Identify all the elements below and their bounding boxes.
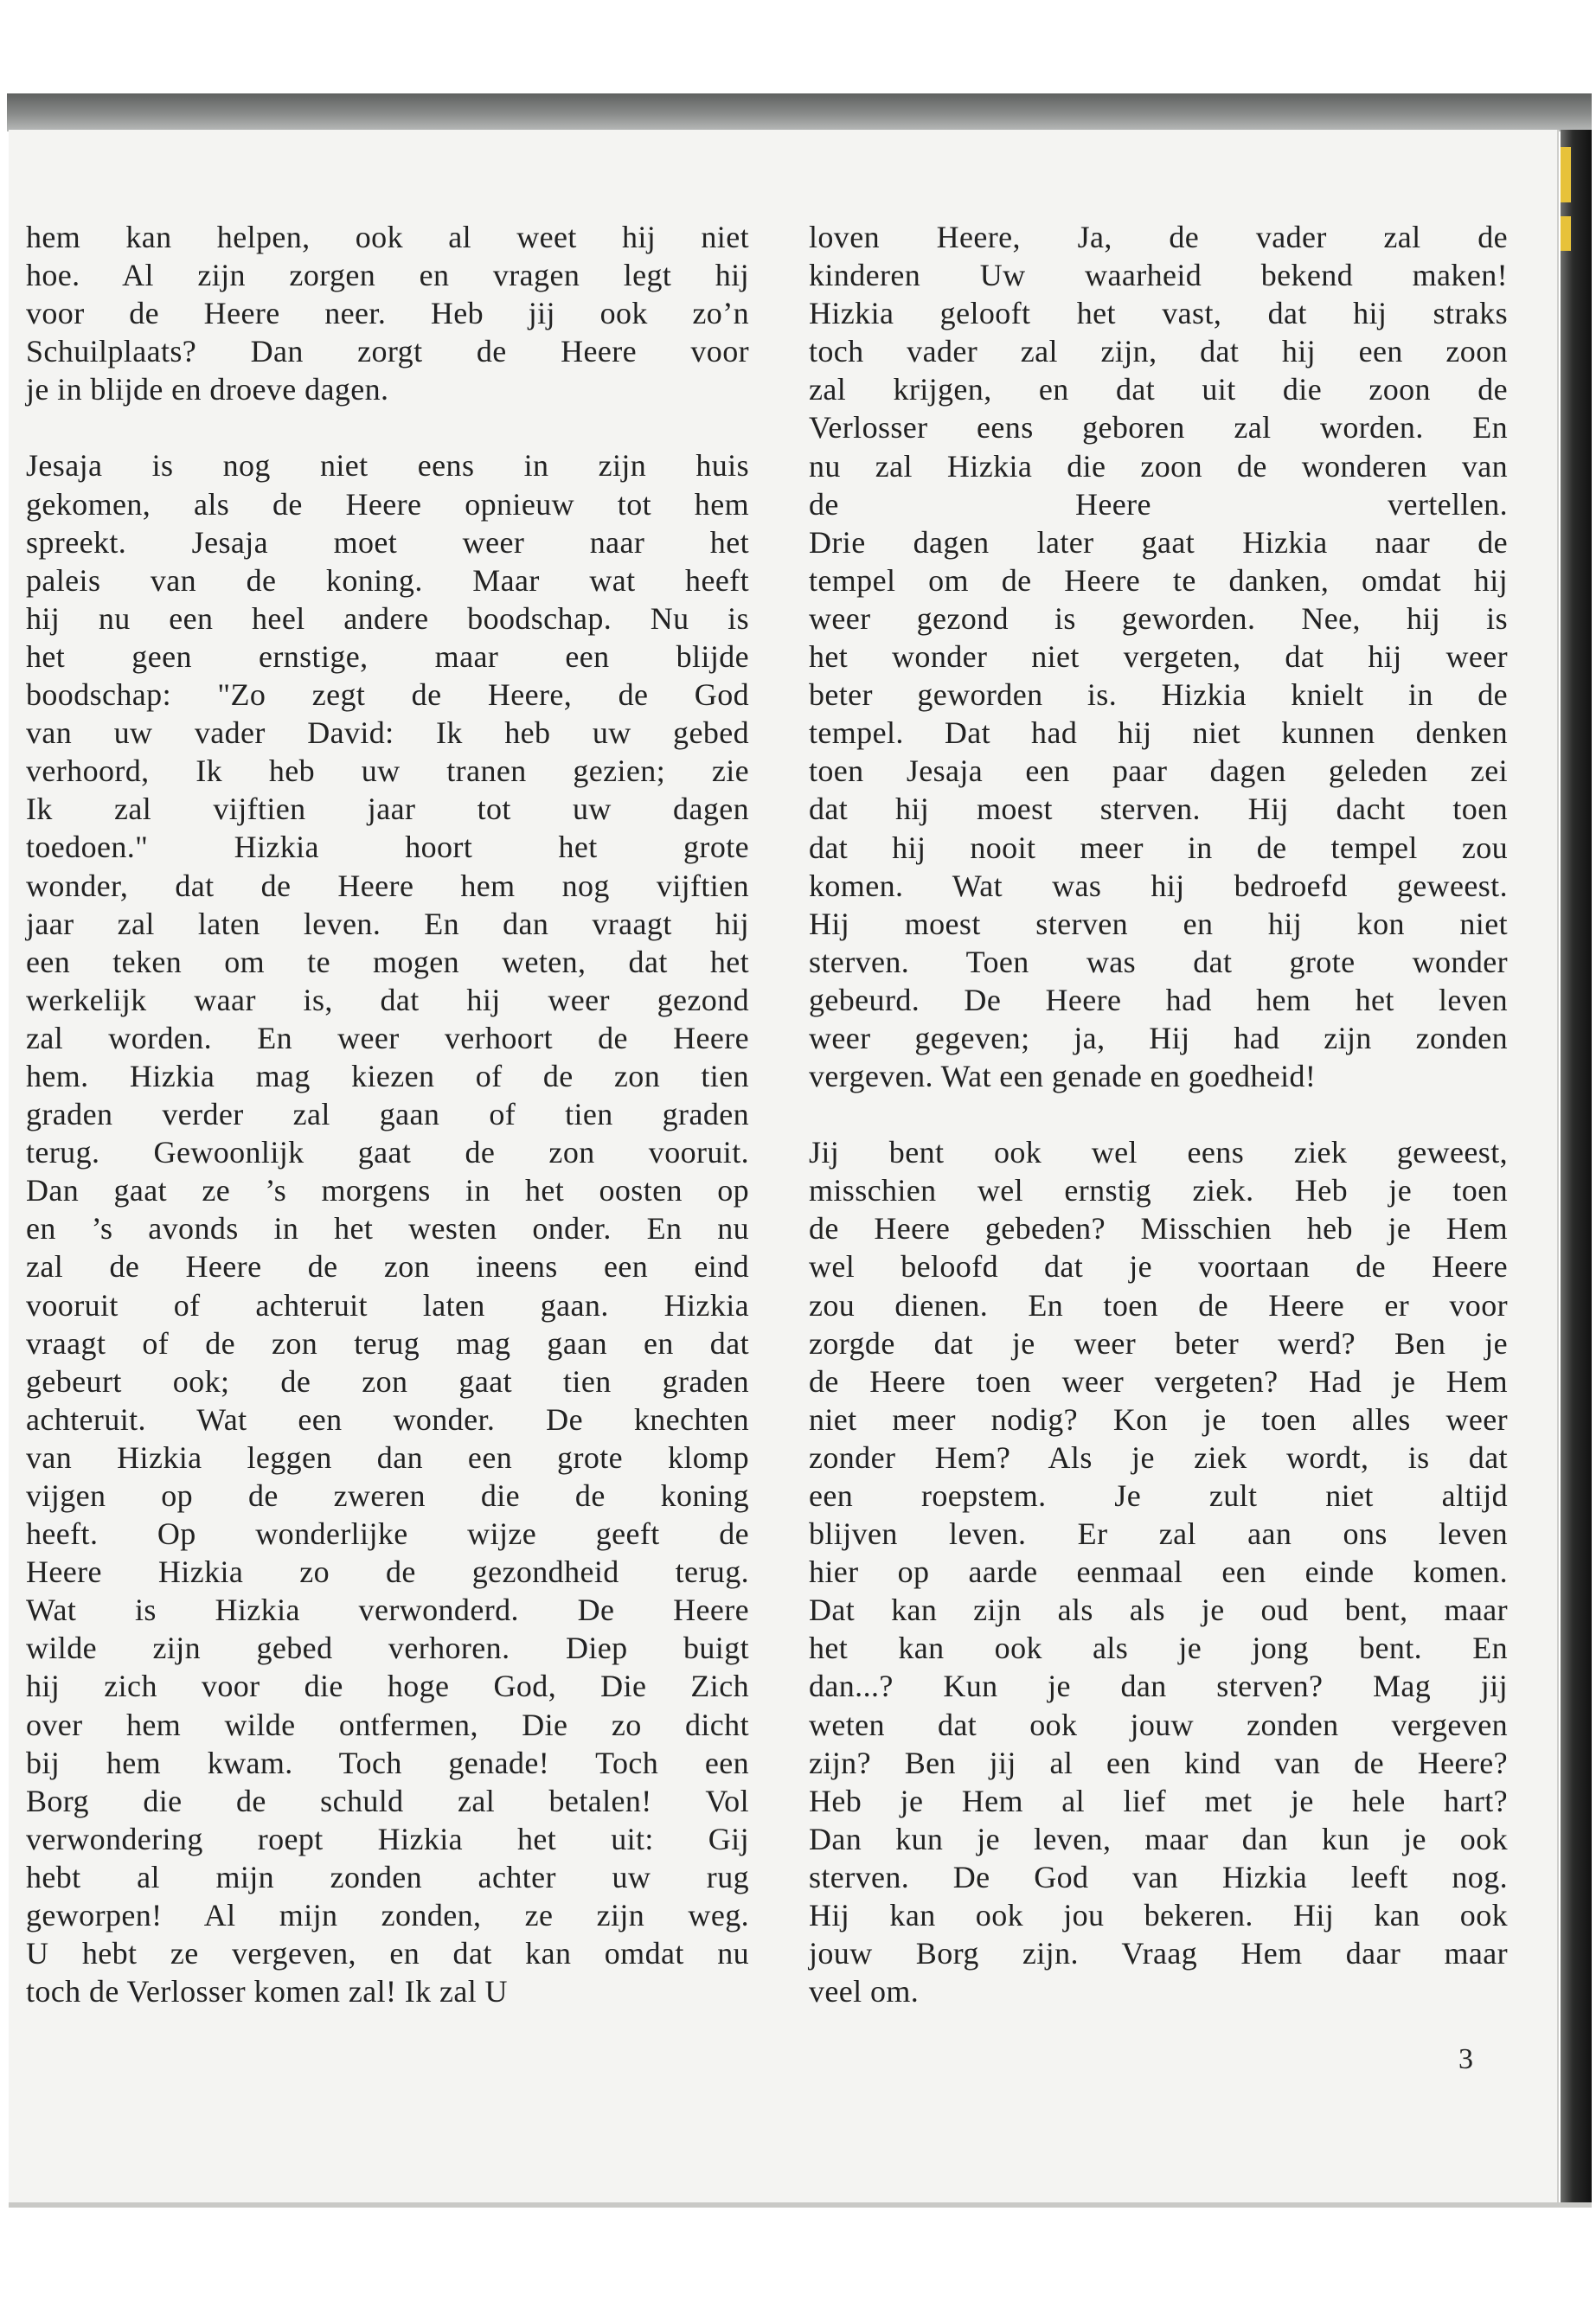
text-line: Wat is Hizkia verwonderd. De Heere xyxy=(26,1593,749,1628)
text-line: zorgde dat je weer beter werd? Ben je xyxy=(809,1325,1508,1361)
text-line: voor de Heere neer. Heb jij ook zo’n xyxy=(26,296,749,331)
text-line: Borg die de schuld zal betalen! Vol xyxy=(26,1783,749,1818)
text-line: toch vader zal zijn, dat hij een zoon xyxy=(809,334,1508,369)
text-line: gebeurt ook; de zon gaat tien graden xyxy=(26,1363,749,1399)
text-line: vraagt of de zon terug mag gaan en dat xyxy=(26,1325,749,1361)
text-line: werkelijk waar is, dat hij weer gezond xyxy=(26,982,749,1017)
text-line: niet meer nodig? Kon je toen alles weer xyxy=(809,1401,1508,1437)
text-line: Hij moest sterven en hij kon niet xyxy=(809,906,1508,941)
text-line: zou dienen. En toen de Heere er voor xyxy=(809,1287,1508,1323)
text-line: Dan kun je leven, maar dan kun je ook xyxy=(809,1821,1508,1856)
text-line: paleis van de koning. Maar wat heeft xyxy=(26,562,749,598)
text-line: vijgen op de zweren die de koning xyxy=(26,1478,749,1513)
text-line: Hij kan ook jou bekeren. Hij kan ook xyxy=(809,1898,1508,1933)
text-line: weten dat ook jouw zonden vergeven xyxy=(809,1707,1508,1742)
scan-bottom-edge xyxy=(9,2202,1592,2208)
text-line: Verlosser eens geboren zal worden. En xyxy=(809,410,1508,445)
text-line: spreekt. Jesaja moet weer naar het xyxy=(26,524,749,560)
text-line: boodschap: "Zo zegt de Heere, de God xyxy=(26,677,749,713)
text-line: Dan gaat ze ’s morgens in het oosten op xyxy=(26,1173,749,1208)
text-line: wel beloofd dat je voortaan de Heere xyxy=(809,1249,1508,1285)
text-line: zonder Hem? Als je ziek wordt, is dat xyxy=(809,1439,1508,1475)
text-line: Heere Hizkia zo de gezondheid terug. xyxy=(26,1554,749,1590)
text-line: blijven leven. Er zal aan ons leven xyxy=(809,1516,1508,1552)
paragraph xyxy=(26,446,749,2010)
paragraph xyxy=(809,218,1508,1095)
text-line: hem. Hizkia mag kiezen of de zon tien xyxy=(26,1058,749,1093)
text-line: weer gegeven; ja, Hij had zijn zonden xyxy=(809,1020,1508,1055)
text-line: kinderen Uw waarheid bekend maken! xyxy=(809,258,1508,293)
text-line: wilde zijn gebed verhoren. Diep buigt xyxy=(26,1631,749,1666)
text-line: de Heere vertellen. xyxy=(809,486,1508,522)
text-line: van uw vader David: Ik heb uw gebed xyxy=(26,715,749,751)
text-line: hoe. Al zijn zorgen en vragen legt hij xyxy=(26,258,749,293)
text-line: gebeurd. De Heere had hem het leven xyxy=(809,982,1508,1017)
text-line: hij zich voor die hoge God, Die Zich xyxy=(26,1669,749,1704)
text-line: achteruit. Wat een wonder. De knechten xyxy=(26,1401,749,1437)
text-line: Heb je Hem al lief met je hele hart? xyxy=(809,1783,1508,1818)
text-line: sterven. Toen was dat grote wonder xyxy=(809,944,1508,979)
text-line: gekomen, als de Heere opnieuw tot hem xyxy=(26,486,749,522)
text-line: loven Heere, Ja, de vader zal de xyxy=(809,220,1508,254)
text-line: weer gezond is geworden. Nee, hij is xyxy=(809,600,1508,636)
text-line: jouw Borg zijn. Vraag Hem daar maar xyxy=(809,1936,1508,1971)
text-line: over hem wilde ontfermen, Die zo dicht xyxy=(26,1707,749,1742)
right-text-column xyxy=(809,218,1508,2010)
text-line: nu zal Hizkia die zoon de wonderen van xyxy=(809,448,1508,484)
text-line: het kan ook als je jong bent. En xyxy=(809,1631,1508,1666)
text-line: veel om. xyxy=(809,1974,920,2009)
text-line: hier op aarde eenmaal een einde komen. xyxy=(809,1554,1508,1590)
text-line: Dat kan zijn als als je oud bent, maar xyxy=(809,1593,1508,1628)
text-line: hem kan helpen, ook al weet hij niet xyxy=(26,220,749,254)
text-line: Jesaja is nog niet eens in zijn huis xyxy=(26,448,749,484)
text-line: jaar zal laten leven. En dan vraagt hij xyxy=(26,906,749,941)
left-text-column xyxy=(26,218,749,2010)
text-line: misschien wel ernstig ziek. Heb je toen xyxy=(809,1173,1508,1208)
text-line: verhoord, Ik heb uw tranen gezien; zie xyxy=(26,753,749,789)
text-line: Schuilplaats? Dan zorgt de Heere voor xyxy=(26,334,749,369)
scan-right-edge xyxy=(1561,130,1592,2202)
text-line: terug. Gewoonlijk gaat de zon vooruit. xyxy=(26,1135,749,1170)
text-line: een teken om te mogen weten, dat het xyxy=(26,944,749,979)
text-line: vooruit of achteruit laten gaan. Hizkia xyxy=(26,1287,749,1323)
text-line: vergeven. Wat een genade en goedheid! xyxy=(809,1059,1317,1094)
text-line: je in blijde en droeve dagen. xyxy=(26,372,389,407)
paragraph xyxy=(809,1133,1508,2010)
text-line: komen. Wat was hij bedroefd geweest. xyxy=(809,868,1508,903)
text-line: U hebt ze vergeven, en dat kan omdat nu xyxy=(26,1936,749,1971)
text-line: hebt al mijn zonden achter uw rug xyxy=(26,1859,749,1894)
text-line: Jij bent ook wel eens ziek geweest, xyxy=(809,1135,1508,1170)
text-line: toch de Verlosser komen zal! Ik zal U xyxy=(26,1974,508,2009)
text-line: Hizkia gelooft het vast, dat hij straks xyxy=(809,296,1508,331)
text-line: dan...? Kun je dan sterven? Mag jij xyxy=(809,1669,1508,1704)
text-line: Drie dagen later gaat Hizkia naar de xyxy=(809,524,1508,560)
text-line: een roepstem. Je zult niet altijd xyxy=(809,1478,1508,1513)
text-line: beter geworden is. Hizkia knielt in de xyxy=(809,677,1508,713)
text-line: wonder, dat de Heere hem nog vijftien xyxy=(26,868,749,903)
edge-tab-mark xyxy=(1561,216,1571,251)
text-line: zal de Heere de zon ineens een eind xyxy=(26,1249,749,1285)
text-line: zijn? Ben jij al een kind van de Heere? xyxy=(809,1745,1508,1780)
text-line: zal krijgen, en dat uit die zoon de xyxy=(809,372,1508,407)
text-line: sterven. De God van Hizkia leeft nog. xyxy=(809,1859,1508,1894)
text-line: heeft. Op wonderlijke wijze geeft de xyxy=(26,1516,749,1552)
text-line: toedoen." Hizkia hoort het grote xyxy=(26,830,749,865)
text-line: de Heere toen weer vergeten? Had je Hem xyxy=(809,1363,1508,1399)
text-line: dat hij moest sterven. Hij dacht toen xyxy=(809,792,1508,827)
text-line: hij nu een heel andere boodschap. Nu is xyxy=(26,600,749,636)
text-line: tempel. Dat had hij niet kunnen denken xyxy=(809,715,1508,751)
text-line: het wonder niet vergeten, dat hij weer xyxy=(809,639,1508,675)
text-line: het geen ernstige, maar een blijde xyxy=(26,638,749,674)
text-line: verwondering roept Hizkia het uit: Gij xyxy=(26,1821,749,1856)
text-line: toen Jesaja een paar dagen geleden zei xyxy=(809,753,1508,789)
edge-tab-mark xyxy=(1561,147,1571,202)
text-line: dat hij nooit meer in de tempel zou xyxy=(809,830,1508,865)
text-line: van Hizkia leggen dan een grote klomp xyxy=(26,1439,749,1475)
text-line: zal worden. En weer verhoort de Heere xyxy=(26,1020,749,1055)
text-line: tempel om de Heere te danken, omdat hij xyxy=(809,562,1508,598)
paragraph xyxy=(26,218,749,408)
text-line: graden verder zal gaan of tien graden xyxy=(26,1097,749,1132)
scan-top-edge xyxy=(7,93,1592,131)
text-line: en ’s avonds in het westen onder. En nu xyxy=(26,1211,749,1247)
text-line: geworpen! Al mijn zonden, ze zijn weg. xyxy=(26,1898,749,1933)
text-line: bij hem kwam. Toch genade! Toch een xyxy=(26,1745,749,1780)
text-line: de Heere gebeden? Misschien heb je Hem xyxy=(809,1211,1508,1247)
text-line: Ik zal vijftien jaar tot uw dagen xyxy=(26,792,749,827)
page-number: 3 xyxy=(1458,2043,1473,2075)
